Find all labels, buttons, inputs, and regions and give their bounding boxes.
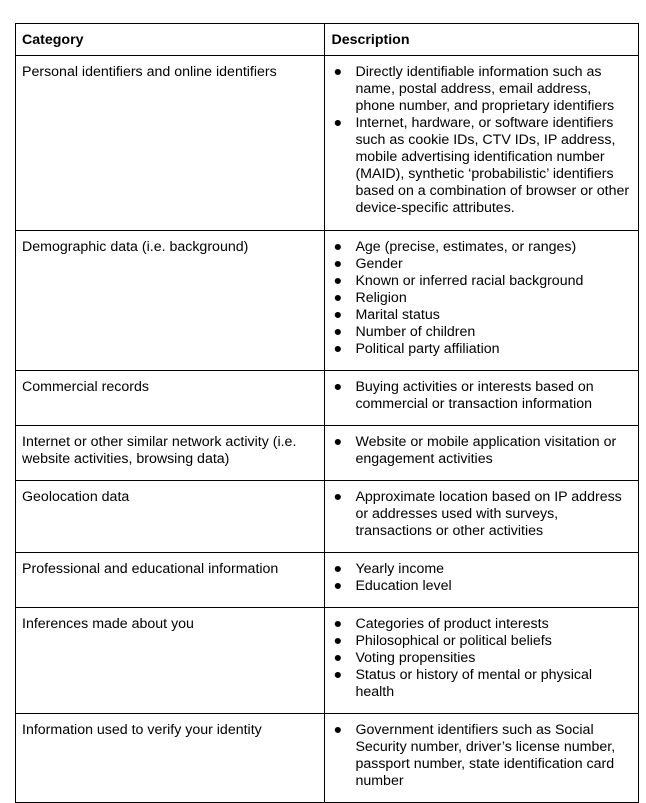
list-item: [331, 290, 632, 307]
description-cell: [325, 371, 639, 426]
bullet-icon: ●: [333, 722, 343, 738]
header-description: Description: [325, 24, 639, 56]
bullet-icon: ●: [333, 578, 343, 594]
description-list: [331, 561, 632, 595]
bullet-icon: ●: [333, 324, 343, 340]
category-cell: Commercial records: [16, 371, 325, 426]
category-cell: Inferences made about you: [16, 608, 325, 714]
category-cell: Demographic data (i.e. background): [16, 231, 325, 371]
category-cell: Personal identifiers and online identifiers: [16, 56, 325, 231]
table-row: [16, 56, 639, 231]
list-item-text: Philosophical or political beliefs: [355, 633, 552, 649]
list-item: [331, 273, 632, 290]
bullet-icon: ●: [333, 379, 343, 395]
table-row: [16, 231, 639, 371]
table-row: [16, 714, 639, 803]
bullet-icon: ●: [333, 434, 343, 450]
category-cell: Internet or other similar network activity (i.e. website activities, browsing data): [16, 426, 325, 481]
table-header-row: [16, 24, 639, 56]
table-row: [16, 481, 639, 553]
list-item: [331, 667, 632, 701]
description-list: [331, 722, 632, 790]
bullet-icon: ●: [333, 650, 343, 666]
description-cell: [325, 608, 639, 714]
list-item: [331, 561, 632, 578]
description-list: [331, 616, 632, 701]
description-list: [331, 239, 632, 358]
bullet-icon: ●: [333, 489, 343, 505]
list-item: [331, 578, 632, 595]
list-item: [331, 633, 632, 650]
list-item: [331, 324, 632, 341]
list-item: [331, 616, 632, 633]
table-row: [16, 553, 639, 608]
list-item-text: Status or history of mental or physical health: [355, 667, 593, 700]
bullet-icon: ●: [333, 307, 343, 323]
list-item-text: Government identifiers such as Social Security number, driver’s license number, passport number, state identification card number: [355, 722, 616, 789]
bullet-icon: ●: [333, 256, 343, 272]
list-item-text: Number of children: [355, 324, 476, 340]
list-item: [331, 722, 632, 790]
category-cell: Professional and educational information: [16, 553, 325, 608]
list-item-text: Age (precise, estimates, or ranges): [355, 239, 577, 255]
bullet-icon: ●: [333, 667, 343, 683]
list-item: [331, 307, 632, 324]
description-cell: [325, 714, 639, 803]
description-list: [331, 379, 632, 413]
header-category: Category: [16, 24, 325, 56]
list-item: [331, 256, 632, 273]
bullet-icon: ●: [333, 561, 343, 577]
list-item-text: Marital status: [355, 307, 440, 323]
description-list: [331, 64, 632, 217]
list-item-text: Known or inferred racial background: [355, 273, 584, 289]
bullet-icon: ●: [333, 239, 343, 255]
bullet-icon: ●: [333, 115, 343, 131]
list-item-text: Categories of product interests: [355, 616, 549, 632]
table-row: [16, 371, 639, 426]
list-item-text: Website or mobile application visitation or engagement activities: [355, 434, 617, 467]
bullet-icon: ●: [333, 273, 343, 289]
description-cell: [325, 426, 639, 481]
list-item: [331, 239, 632, 256]
list-item-text: Gender: [355, 256, 403, 272]
bullet-icon: ●: [333, 341, 343, 357]
bullet-icon: ●: [333, 633, 343, 649]
description-cell: [325, 56, 639, 231]
list-item-text: Education level: [355, 578, 452, 594]
table-row: [16, 608, 639, 714]
bullet-icon: ●: [333, 290, 343, 306]
list-item-text: Political party affiliation: [355, 341, 500, 357]
data-categories-table: [15, 23, 639, 803]
list-item-text: Internet, hardware, or software identifiers such as cookie IDs, CTV IDs, IP address, mobile advertising identification number (MAID), synthetic ‘probabilistic’ identifiers based on a combination of browser or other device-specific attributes.: [355, 115, 630, 216]
bullet-icon: ●: [333, 64, 343, 80]
list-item: [331, 64, 632, 115]
table-row: [16, 426, 639, 481]
list-item-text: Buying activities or interests based on commercial or transaction information: [355, 379, 594, 412]
list-item-text: Directly identifiable information such as name, postal address, email address, phone number, and proprietary identifiers: [355, 64, 615, 114]
list-item: [331, 341, 632, 358]
list-item: [331, 115, 632, 217]
list-item-text: Approximate location based on IP address or addresses used with surveys, transactions or other activities: [355, 489, 622, 539]
description-cell: [325, 553, 639, 608]
list-item-text: Yearly income: [355, 561, 445, 577]
list-item: [331, 489, 632, 540]
category-cell: Geolocation data: [16, 481, 325, 553]
bullet-icon: ●: [333, 616, 343, 632]
description-list: [331, 434, 632, 468]
category-cell: Information used to verify your identity: [16, 714, 325, 803]
list-item: [331, 434, 632, 468]
list-item-text: Religion: [355, 290, 407, 306]
list-item-text: Voting propensities: [355, 650, 476, 666]
description-list: [331, 489, 632, 540]
list-item: [331, 379, 632, 413]
description-cell: [325, 231, 639, 371]
list-item: [331, 650, 632, 667]
description-cell: [325, 481, 639, 553]
